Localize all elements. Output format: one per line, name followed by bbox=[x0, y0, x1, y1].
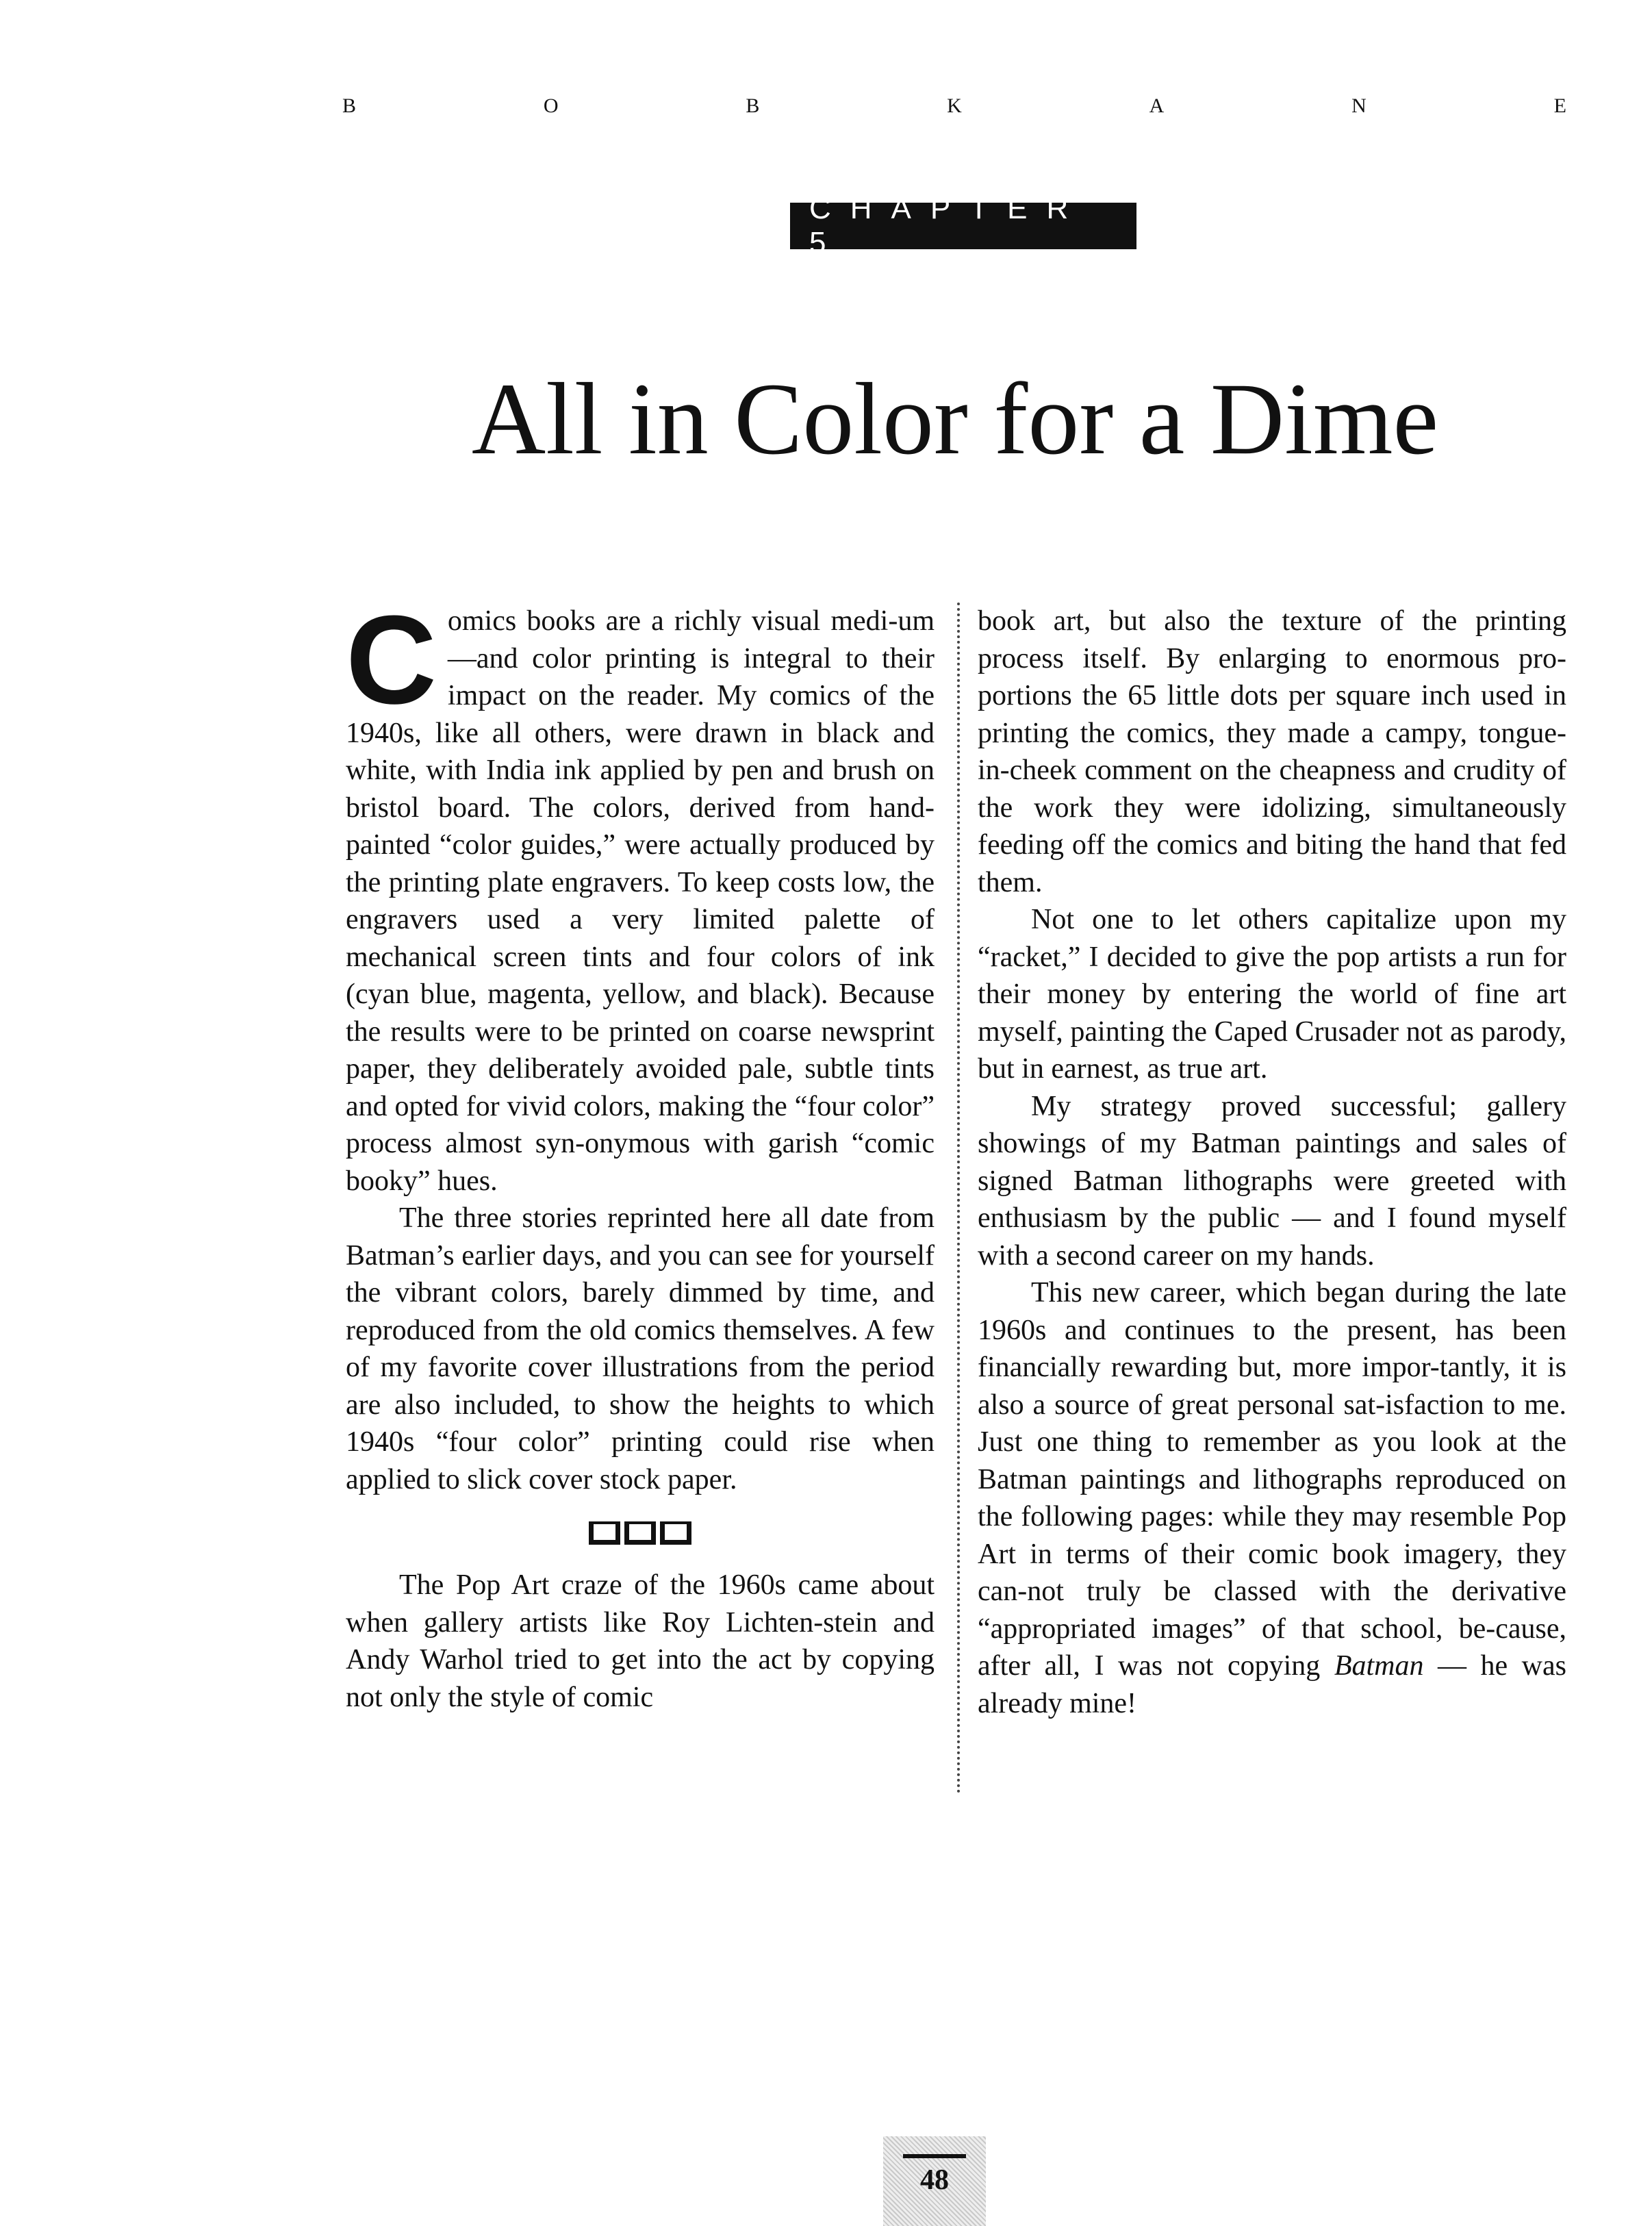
paragraph: My strategy proved successful; gallery showings of my Batman paintings and sales of signed Batman lithographs were greeted with enthusiasm by the public — and I found myself with a second career on my hands. bbox=[978, 1090, 1566, 1272]
paragraph: The three stories reprinted here all date from Batman’s earlier days, and you can see for yourself the vibrant colors, barely dimmed by time, and reproduced from the old comics themselves. A few of my favorite cover illustrations from the period are also included, to show the heights to which 1940s “four color” printing could rise when applied to slick cover stock paper. bbox=[346, 1202, 935, 1495]
running-head-letter: K bbox=[947, 94, 963, 117]
paragraph bbox=[346, 589, 935, 1200]
running-head-letter: O bbox=[543, 94, 560, 117]
paragraph: The Pop Art craze of the 1960s came about when gallery artists like Roy Lichten-stein and Andy Warhol tried to get into the act by copying not only the style of comic bbox=[346, 1569, 935, 1713]
column-divider bbox=[957, 603, 960, 1794]
box-icon bbox=[624, 1521, 656, 1545]
running-head-letter: A bbox=[1149, 94, 1166, 117]
paragraph-text: omics books are a richly visual medi-um—and color printing is integral to their impact on the reader. My comics of the 1940s, like all others, were drawn in black and white, with India ink applied by pen and brush on bristol board. The colors, derived from hand-painted “color guides,” were actually produced by the printing plate engravers. To keep costs low, the engravers used a very limited palette of mechanical screen tints and four colors of ink (cyan blue, magenta, yellow, and black). Because the results were to be printed on coarse newsprint paper, they deliberately avoided pale, subtle tints and opted for vivid colors, making the “four color” process almost syn-onymous with garish “comic booky” hues. bbox=[346, 605, 935, 1197]
left-column bbox=[346, 589, 935, 1716]
running-head-letter: B bbox=[342, 94, 358, 117]
running-head-letter: E bbox=[1553, 94, 1568, 117]
box-icon bbox=[589, 1521, 620, 1545]
paragraph bbox=[978, 1274, 1566, 1722]
paragraph-text: This new career, which began during the late 1960s and continues to the present, has been financially rewarding but, more impor-tantly, it is also a source of great personal sat-isfaction to me. Just one thing to remember as you look at the Batman paintings and lithographs reproduced on the following pages: while they may resemble Pop Art in terms of their comic book imagery, they can-not truly be classed with the derivative “appropriated images” of that school, be-cause, after all, I was not copying bbox=[978, 1277, 1566, 1682]
box-icon bbox=[660, 1521, 691, 1545]
running-head-letter: N bbox=[1351, 94, 1368, 117]
right-column bbox=[978, 603, 1566, 1722]
page-number: 48 bbox=[920, 2164, 949, 2196]
running-head bbox=[342, 94, 1568, 118]
paragraph: book art, but also the texture of the printing process itself. By enlarging to enormous pro-portions the 65 little dots per square inch used in printing the comics, they made a campy, tongue-in-cheek comment on the cheapness and crudity of the work they were idolizing, simultaneously feeding off the comics and biting the hand that fed them. bbox=[978, 605, 1566, 898]
chapter-label: CHAPTER 5 bbox=[790, 203, 1136, 249]
paragraph: Not one to let others capitalize upon my “racket,” I decided to give the pop artists a run for their money by entering the world of fine art myself, painting the Caped Crusader not as parody, but in earnest, as true art. bbox=[978, 904, 1566, 1085]
running-head-letter: B bbox=[746, 94, 761, 117]
page-number-block bbox=[883, 2136, 986, 2226]
drop-cap: C bbox=[346, 589, 437, 730]
folio-rule bbox=[903, 2154, 966, 2158]
chapter-title: All in Color for a Dime bbox=[471, 362, 1439, 476]
paragraph-text: — he was already mine! bbox=[978, 1650, 1566, 1719]
italic-title: Batman bbox=[1334, 1650, 1424, 1682]
section-break-ornament bbox=[346, 1521, 935, 1545]
